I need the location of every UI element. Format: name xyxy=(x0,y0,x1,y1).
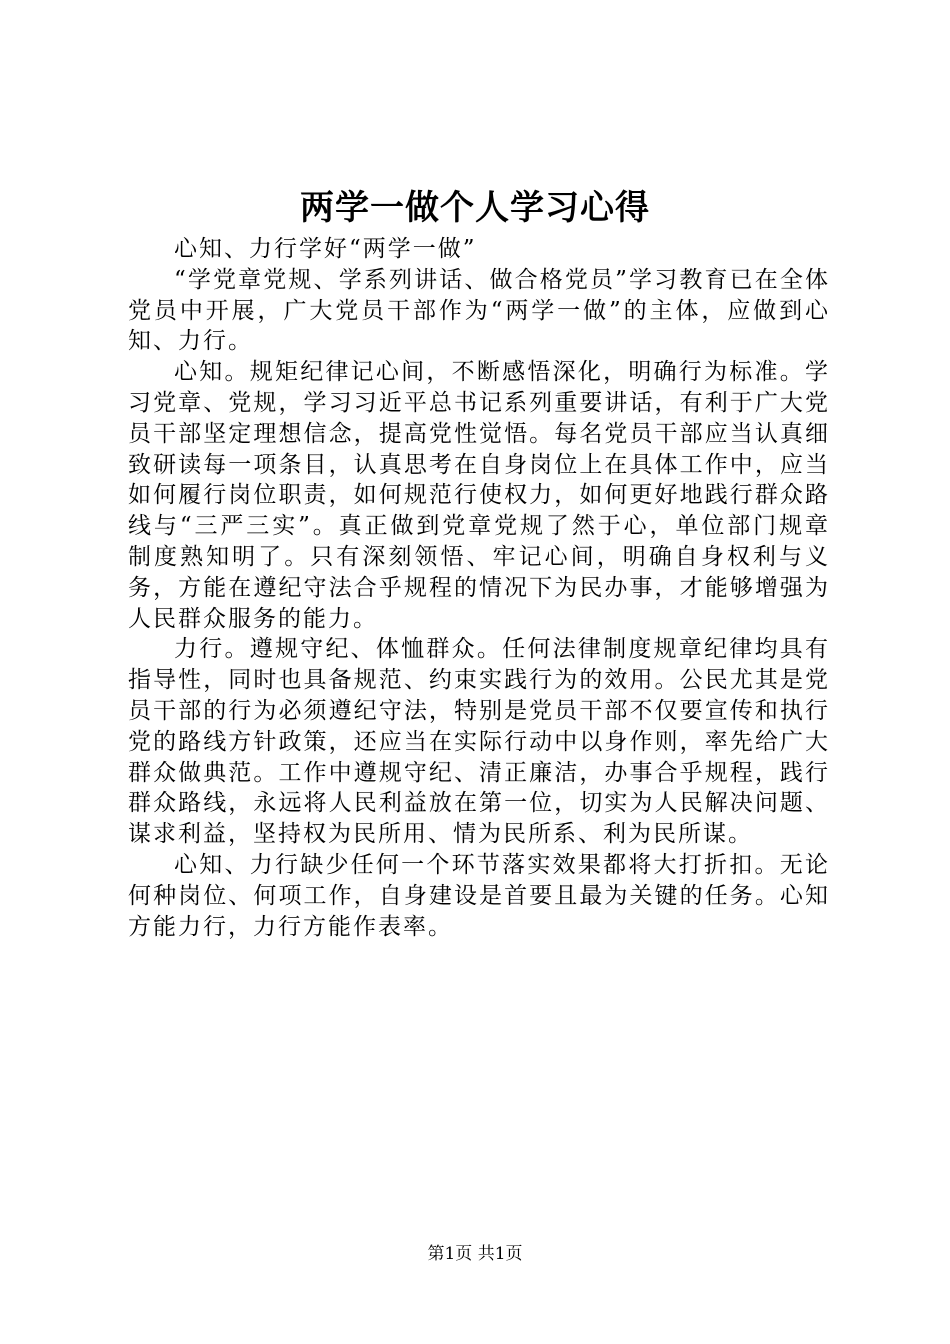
paragraph-lixing: 力行。遵规守纪、体恤群众。任何法律制度规章纪律均具有指导性，同时也具备规范、约束实践行为的效用。公民尤其是党员干部的行为必须遵纪守法，特别是党员干部不仅要宣传和执行党的路线方针政策，还应当在实际行动中以身作则，率先给广大群众做典范。工作中遵规守纪、清正廉洁，办事合乎规程，践行群众路线，永远将人民利益放在第一位，切实为人民解决问题、谋求利益，坚持权为民所用、情为民所系、利为民所谋。 xyxy=(128,636,830,848)
document-title: 两学一做个人学习心得 xyxy=(300,188,650,228)
paragraph-heading: 心知、力行学好“两学一做” xyxy=(174,236,477,262)
paragraph-intro: “学党章党规、学系列讲话、做合格党员”学习教育已在全体党员中开展，广大党员干部作为“两学一做”的主体，应做到心知、力行。 xyxy=(128,266,830,355)
page-number-footer: 第1页 共1页 xyxy=(427,1244,523,1264)
paragraph-xinzhi: 心知。规矩纪律记心间，不断感悟深化，明确行为标准。学习党章、党规，学习习近平总书记系列重要讲话，有利于广大党员干部坚定理想信念，提高党性觉悟。每名党员干部应当认真细致研读每一项条目，认真思考在自身岗位上在具体工作中，应当如何履行岗位职责，如何规范行使权力，如何更好地践行群众路线与“三严三实”。真正做到党章党规了然于心，单位部门规章制度熟知明了。只有深刻领悟、牢记心间，明确自身权利与义务，方能在遵纪守法合乎规程的情况下为民办事，才能够增强为人民群众服务的能力。 xyxy=(128,359,830,632)
paragraph-conclusion: 心知、力行缺少任何一个环节落实效果都将大打折扣。无论何种岗位、何项工作，自身建设是首要且最为关键的任务。心知方能力行，力行方能作表率。 xyxy=(128,851,830,940)
document-body xyxy=(128,234,830,942)
